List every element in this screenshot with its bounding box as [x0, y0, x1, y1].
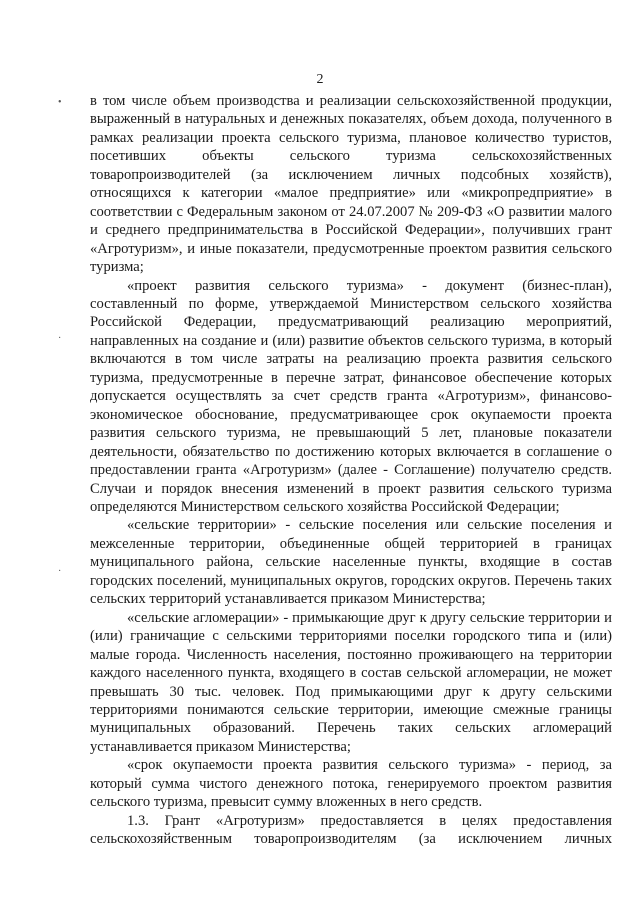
- paragraph-rural-tourism-project: «проект развития сельского туризма» - документ (бизнес-план), составленный по форме, утверждаемой Министерством сельского хозяйства Российской Федерации, предусматривающий реализацию мероприятий, направленных на создание и (или) развитие объектов сельского туризма, в который включаются в том числе затраты на реализацию проекта развития сельского туризма, предусмотренные в перечне затрат, финансовое обеспечение которых допускается осуществлять за счет средств гранта «Агротуризм», финансово-экономическое обоснование, предусматривающее срок окупаемости проекта развития сельского туризма, не превышающий 5 лет, плановые показатели деятельности, обязательство по достижению которых включается в соглашение о предоставлении гранта «Агротуризм» (далее - Соглашение) получателю средств. Случаи и порядок внесения изменений в проект развития сельского туризма определяются Министерством сельского хозяйства Российской Федерации;: [90, 277, 612, 515]
- paragraph-rural-agglomerations: «сельские агломерации» - примыкающие друг к другу сельские территории и (или) граничащие с сельскими территориями поселки городского типа и (или) малые города. Численность населения, постоянно проживающего на территории каждого населенного пункта, входящего в состав сельской агломерации, не может превышать 30 тыс. человек. Под примыкающими друг к другу сельскими территориями понимаются сельские территории, имеющие смежные границы муниципальных образований. Перечень таких сельских агломераций устанавливается приказом Министерства;: [90, 609, 612, 755]
- paragraph-continuation: в том числе объем производства и реализации сельскохозяйственной продукции, выраженный в натуральных и денежных показателях, объем дохода, полученного в рамках реализации проекта сельского туризма, плановое количество туристов, посетивших объекты сельского туризма сельскохозяйственных товаропроизводителей (за исключением личных подсобных хозяйств), относящихся к категории «малое предприятие» или «микропредприятие» в соответствии с Федеральным законом от 24.07.2007 № 209-ФЗ «О развитии малого и среднего предпринимательства в Российской Федерации», получивших грант «Агротуризм», и иные показатели, предусмотренные проектом развития сельского туризма;: [90, 93, 612, 276]
- margin-mark: ·: [58, 566, 62, 577]
- margin-mark: •: [58, 97, 62, 108]
- paragraph-payback-period: «срок окупаемости проекта развития сельского туризма» - период, за который сумма чистого денежного потока, генерируемого проектом развития сельского туризма, превысит сумму вложенных в него средств.: [90, 757, 612, 811]
- paragraph-section-1-3: 1.3. Грант «Агротуризм» предоставляется в целях предоставления сельскохозяйственным товаропроизводителям (за исключением личных: [90, 812, 612, 848]
- margin-mark: ·: [58, 333, 62, 344]
- document-body: [90, 92, 612, 849]
- page-number: 2: [316, 72, 324, 87]
- paragraph-rural-territories: «сельские территории» - сельские поселения или сельские поселения и межселенные территории, объединенные общей территорией в границах муниципального района, сельские населенные пункты, входящие в состав городских поселений, муниципальных округов, городских округов. Перечень таких сельских территорий устанавливается приказом Министерства;: [90, 517, 612, 608]
